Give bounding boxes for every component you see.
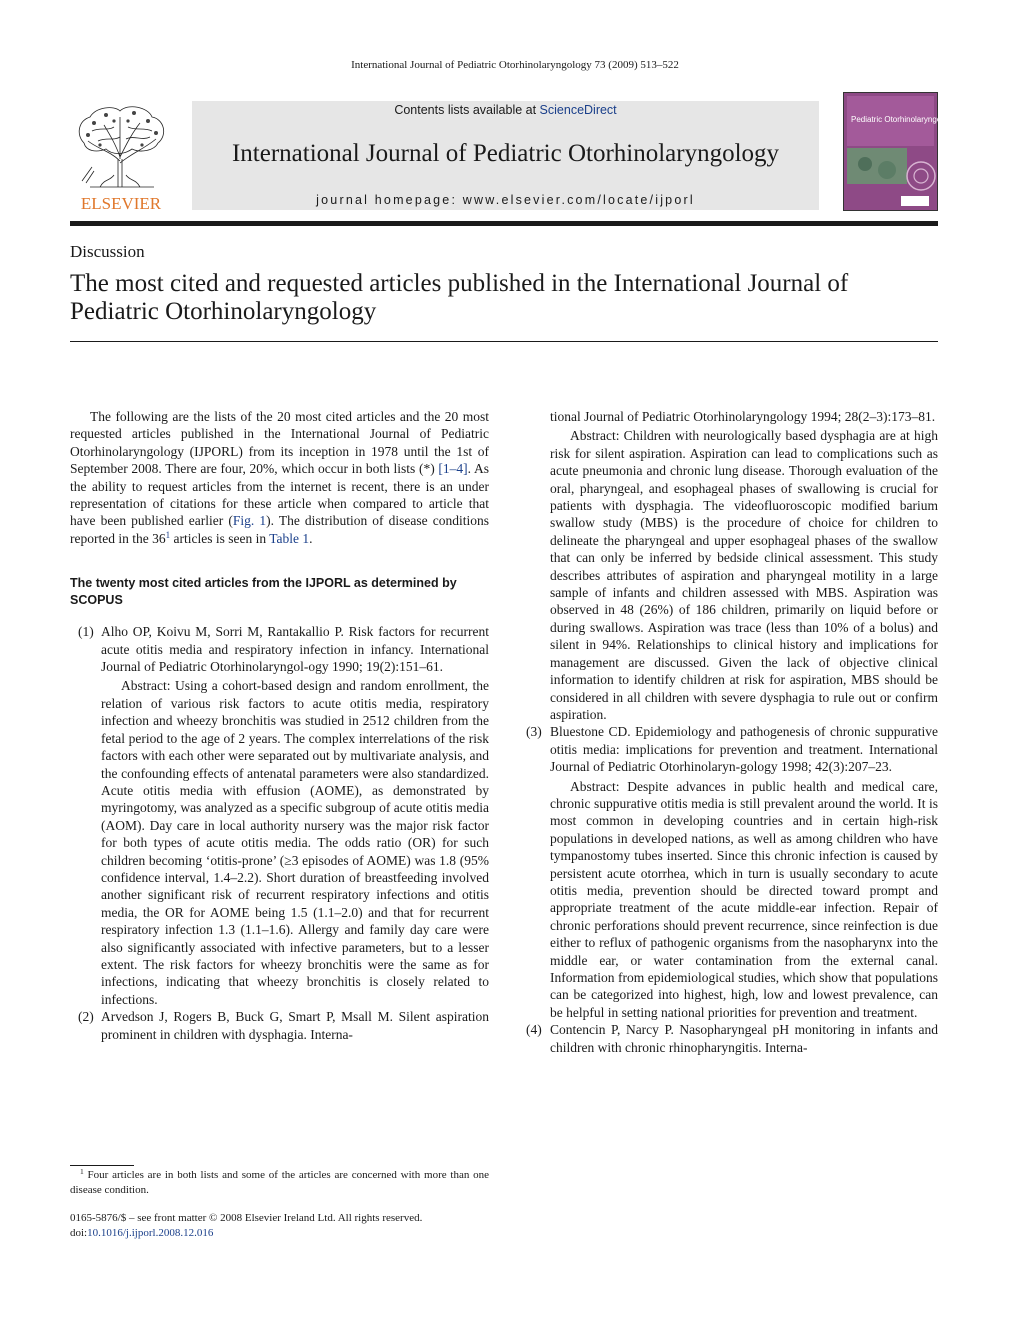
journal-cover-thumbnail[interactable] [843, 92, 956, 211]
footnote-number: 1 [80, 1167, 84, 1176]
intro-text: . As the ability to request articles from the internet is recent, there is an under representation of citations for these article when compared to article that have been published earlier ( [70, 461, 489, 529]
elsevier-tree-icon [70, 101, 172, 213]
intro-text: ). The distribution of disease conditions reported in the 36 [70, 513, 489, 546]
header-rule [70, 221, 938, 226]
figure-link[interactable]: Fig. 1 [232, 513, 267, 529]
reference-citation: Contencin P, Narcy P. Nasopharyngeal pH monitoring in infants and children with chronic rhinopharyngitis. Interna- [550, 1022, 938, 1055]
left-column [70, 408, 489, 1043]
footnote-text: Four articles are in both lists and some of the articles are concerned with more than one disease condition. [70, 1169, 490, 1196]
reference-item [526, 1021, 938, 1056]
citation-link[interactable]: [1–4] [438, 461, 468, 477]
table-link[interactable]: Table 1 [269, 530, 310, 546]
journal-homepage[interactable]: journal homepage: www.elsevier.com/locate/ijporl [316, 193, 695, 207]
reference-item [526, 723, 938, 775]
contents-prefix: Contents lists available at [394, 103, 540, 117]
intro-text: . [309, 530, 313, 546]
intro-text: The following are the lists of the 20 most cited articles and the 20 most requested articles published in the International Journal of Pediatric Otorhinolaryngology (IJPORL) from its inception in 1978 until the 1st of September 2008. There are four, 20%, which occur in both lists (*) [70, 409, 489, 477]
reference-number: (3) [526, 724, 542, 740]
reference-citation: Bluestone CD. Epidemiology and pathogenesis of chronic suppurative otitis media: implications for prevention and treatment. International Journal of Pediatric Otorhinolaryn-gology 1998; 42(3):207–23. [550, 724, 938, 775]
sciencedirect-link[interactable]: ScienceDirect [539, 103, 617, 117]
publisher-name: ELSEVIER [80, 194, 162, 213]
footnote-rule [70, 1165, 134, 1166]
front-matter [70, 1211, 422, 1241]
elsevier-logo[interactable] [70, 101, 172, 213]
reference-number: (1) [78, 624, 94, 640]
reference-citation-continued: tional Journal of Pediatric Otorhinolaryngology 1994; 28(2–3):173–81. [550, 409, 936, 424]
journal-cover-image [843, 92, 956, 211]
contents-line [192, 103, 819, 117]
reference-citation: Alho OP, Koivu M, Sorri M, Rantakallio P. Risk factors for recurrent acute otitis media and respiratory infection in infancy. International Journal of Pediatric Otorhinolaryngol-ogy 1990; 19(2):151–61. [101, 624, 489, 675]
issn-copyright: 0165-5876/$ – see front matter © 2008 Elsevier Ireland Ltd. All rights reserved. [70, 1212, 423, 1224]
reference-abstract: Abstract: Using a cohort-based design and random enrollment, the relation of various risk factors to acute otitis media, respiratory infection and wheezy bronchitis was studied in 2512 children from the fetal period to the age of 2 years. The complex interrelations of the risk factors with each other were separated out by multivariate analysis, and the confounding effects of antenatal parameters were also standardized. Acute otitis media with effusion (AOME), as demonstrated by myringotomy, was analyzed as a specific subgroup of acute otitis media (AOM). Day care in local authority nursery was the major risk factor for both types of acute otitis media. The odds ratio (OR) for such children becoming ‘otitis-prone’ (≥3 episodes of AOME) was 1.8 (95% confidence interval, 1.4–2.2). Short duration of breastfeeding involved another significant risk of recurrent respiratory infections and otitis media, the OR for AOME being 1.5 (1.1–2.0) and that for recurrent respiratory infection 1.3 (1.1–1.6). Allergy and family day care were also significantly associated with infective parameters, but to a lesser extent. The risk factors for wheezy bronchitis were the same as for infections, indicating that wheezy bronchitis is closely related to infections. [101, 678, 489, 1007]
doi-link[interactable]: 10.1016/j.ijporl.2008.12.016 [87, 1227, 214, 1239]
running-head: International Journal of Pediatric Otorhinolaryngology 73 (2009) 513–522 [351, 59, 679, 71]
reference-number: (4) [526, 1022, 542, 1038]
intro-text: articles is seen in [170, 530, 270, 546]
reference-number: (2) [78, 1009, 94, 1025]
reference-item [70, 623, 489, 675]
journal-title: International Journal of Pediatric Otorhinolaryngology [231, 140, 780, 167]
footnote [70, 1168, 489, 1197]
article-type: Discussion [70, 242, 145, 261]
article-title: The most cited and requested articles published in the International Journal of Pediatric Otorhinolaryngology [70, 270, 849, 325]
footnote-marker[interactable]: 1 [165, 529, 171, 540]
doi-line [70, 1226, 422, 1241]
reference-abstract: Abstract: Children with neurologically based dysphagia are at high risk for silent aspiration. Aspiration can lead to complications such as acute pneumonia and chronic lung disease. Thorough evaluation of the oral, pharyngeal, and esophageal phases of swallowing is crucial for patients with dysphagia. The videofluoroscopic modified barium swallow study (MBS) is the procedure of choice for children to delineate the pharyngeal and upper esophageal phases of the swallow that can only be inferred by bedside clinical assessment. This study describes attributes of aspiration and pharyngeal motility in a large sample of infants and children assessed with MBS. Aspiration was observed in 48 (26%) of 186 children, primarily on liquid before or during swallows. Aspiration was trace (less than 10% of a bolus) and silent in 94%. Relationships to clinical history and implications for management are discussed. Given the lack of objective clinical information to identify children at risk for aspiration, MBS should be considered in all children with severe dysphagia to rule out or confirm aspiration. [550, 428, 938, 722]
intro-paragraph [70, 408, 489, 547]
cover-title: Pediatric Otorhinolaryngology [851, 115, 956, 124]
doi-label: doi: [70, 1227, 88, 1239]
reference-abstract: Abstract: Despite advances in public health and medical care, chronic suppurative otitis media is still prevalent around the world. It is most common in developing countries and in certain high-risk populations in developed nations, as well as among children who have tympanostomy tubes inserted. Since this chronic infection is caused by persistent acute otorrhea, which in turn is usually secondary to acute otitis media, prevention should be directed toward prompt and appropriate treatment of the acute middle-ear infection. Repair of chronic perforations should prevent recurrence, since reinfection is due either to reflux of pathogenic organisms from the nasopharynx into the middle ear, or water contamination from the external canal. Information from epidemiological studies, which show that populations can be categorized into highest, high, low and lowest prevalence, can be helpful in setting national priorities for prevention and treatment. [550, 778, 938, 1020]
title-rule [70, 341, 938, 342]
section-heading: The twenty most cited articles from the IJPORL as determined by SCOPUS [70, 576, 457, 608]
right-column [526, 408, 938, 1056]
reference-item [70, 1008, 489, 1043]
reference-citation: Arvedson J, Rogers B, Buck G, Smart P, Msall M. Silent aspiration prominent in children with dysphagia. Interna- [101, 1009, 489, 1042]
